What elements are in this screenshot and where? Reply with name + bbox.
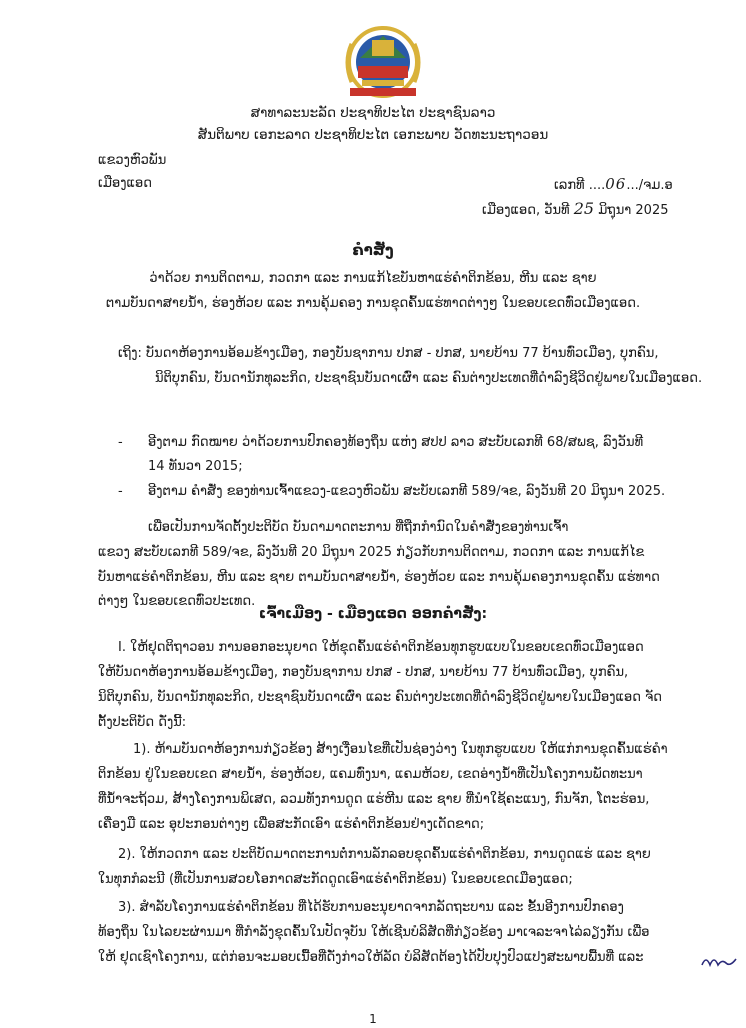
page-number: 1 (369, 1012, 377, 1026)
item1-line2: ຕິກຂ້ອນ ຢູ່ໃນຂອບເຂດ ສາຍນໍ້າ, ຮ່ອງຫ້ວຍ, ແຄມທົ່ງນາ, ແຄມຫ້ວຍ, ເຂດອ່າງນໍ້າທີ່ເປັນໂຄງການພັດທະນາ (98, 767, 643, 782)
preamble-line3: ບັນຫາແຮ່ຄໍາຕິກຂ້ອນ, ຫີນ ແລະ ຊາຍ ຕາມບັນດາສາຍນໍ້າ, ຮ່ອງຫ້ວຍ ແລະ ການຄຸ້ມຄອງການຂຸດຄົ້ນ ແຮ່ທາດ (98, 570, 660, 585)
item2-line1: 2). ໃຫ້ກວດກາ ແລະ ປະຕິບັດມາດຕະການຕໍ່ການລັກລອບຂຸດຄົ້ນແຮ່ຄໍາຕິກຂ້ອນ, ການດູດແຮ່ ແລະ ຊາຍ (118, 847, 651, 862)
preamble-line4: ຕ່າງໆ ໃນຂອບເຂດທົ່ວປະເທດ. (98, 594, 256, 609)
preamble-line1: ເພື່ອເປັນການຈັດຕັ້ງປະຕິບັດ ບັນດາມາດຕະການ ທີ່ຖືກກໍານົດໃນຄໍາສັ່ງຂອງທ່ານເຈົ້າ (148, 520, 569, 535)
item1-line4: ເຄື່ອງມື ແລະ ອຸປະກອນຕ່າງໆ ເພື່ອສະກັດເອົາ ແຮ່ຄໍາຕິກຂ້ອນຢ່າງເດັດຂາດ; (98, 817, 485, 832)
national-header-motto: ສັນຕິພາບ ເອກະລາດ ປະຊາທິປະໄຕ ເອກະພາບ ວັດທະນະຖາວອນ (197, 127, 549, 143)
reference-bullet: - (118, 484, 123, 499)
recipients-line1: ເຖິງ: ບັນດາຫ້ອງການອ້ອມຂ້າງເມືອງ, ກອງບັນຊາການ ປກສ - ປກສ, ນາຍບ້ານ 77 ບ້ານທົ່ວເມືອງ, ບຸກຄົນ, (118, 346, 659, 361)
order-heading: ເຈົ້າເມືອງ - ເມືອງແອດ ອອກຄໍາສັ່ງ: (258, 606, 488, 622)
document-number: ເລກທີ ....06.../ຈມ.ອ (554, 175, 673, 193)
article1-line4: ຕັ້ງປະຕິບັດ ດັ່ງນີ້: (98, 715, 187, 730)
article1-line2: ໃຫ້ບັນດາຫ້ອງການອ້ອມຂ້າງເມືອງ, ກອງບັນຊາການ ປກສ - ປກສ, ນາຍບ້ານ 77 ບ້ານທົ່ວເມືອງ, ບຸກຄົນ, (98, 665, 629, 680)
document-number-value: 06 (605, 175, 627, 193)
sender-district: ເມືອງແອດ (98, 176, 152, 191)
sender-province: ແຂວງຫົວພັນ (98, 153, 167, 168)
item3-line2: ທ້ອງຖິ່ນ ໃນໄລຍະຜ່ານມາ ທີ່ກໍາລັງຂຸດຄົ້ນໃນປັດຈຸບັນ ໃຫ້ເຊີນບໍລິສັດທີ່ກ່ຽວຂ້ອງ ມາເຈລະຈາໄລ່ລຽງກັນ ເພື່ອ (98, 925, 650, 940)
preamble-line2: ແຂວງ ສະບັບເລກທີ 589/ຈຂ, ລົງວັນທີ 20 ມິຖຸນາ 2025 ກ່ຽວກັບການຕິດຕາມ, ກວດກາ ແລະ ການແກ້ໄຂ (98, 545, 645, 560)
lao-national-emblem (330, 22, 436, 102)
document-date (482, 200, 668, 220)
item1-line3: ທີ່ນໍ້າຈະຖ້ວມ, ສ້າງໂຄງການພິເສດ, ລວມທັງການດູດ ແຮ່ຫີນ ແລະ ຊາຍ ທີ່ນໍາໃຊ້ຄະແນງ, ກົນຈັກ, ໂຕະຮ່ອນ, (98, 792, 650, 807)
reference-1-line2: 14 ທັນວາ 2015; (148, 459, 243, 474)
date-prefix: ເມືອງແອດ, ວັນທີ (482, 203, 570, 218)
article1-line1: I. ໃຫ້ຢຸດຕິຖາວອນ ການອອກອະນຸຍາດ ໃຫ້ຂຸດຄົ້ນແຮ່ຄໍາຕິກຂ້ອນທຸກຮູບແບບໃນຂອບເຂດທົ່ວເມືອງແອດ (118, 640, 644, 655)
reference-2-line1: ອີງຕາມ ຄໍາສັ່ງ ຂອງທ່ານເຈົ້າແຂວງ-ແຂວງຫົວພັນ ສະບັບເລກທີ 589/ຈຂ, ລົງວັນທີ 20 ມິຖຸນາ 2025. (148, 484, 666, 499)
item2-line2: ໃນທຸກກໍລະນີ (ທີ່ເປັນການສວຍໂອກາດສະກັດດູດເອົາແຮ່ຄໍາຕິກຂ້ອນ) ໃນຂອບເຂດເມືອງແອດ; (98, 872, 573, 887)
document-number-suffix: /ຈມ.ອ (638, 178, 673, 193)
document-title: ຄໍາສັ່ງ (352, 241, 394, 259)
item3-line3: ໃຫ້ ຢຸດເຊົາໂຄງການ, ແຕ່ກ່ອນຈະມອບເນື້ອທີ່ດັ່ງກ່າວໃຫ້ລັດ ບໍລິສັດຕ້ອງໄດ້ປັບປຸງປົວແປງສະພາບພື້ນທີ່ ແລະ (98, 950, 644, 965)
item1-line1: 1). ຫ້າມບັນດາຫ້ອງການກ່ຽວຂ້ອງ ສ້າງເງື່ອນໄຂທີ່ເປັນຊ່ອງວ່າງ ໃນທຸກຮູບແບບ ໃຫ້ແກ່ການຂຸດຄົ້ນແຮ່ຄໍາ (133, 742, 668, 757)
subject-line2: ຕາມບັນດາສາຍນໍ້າ, ຮ່ອງຫ້ວຍ ແລະ ການຄຸ້ມຄອງ ການຂຸດຄົ້ນແຮ່ທາດຕ່າງໆ ໃນຂອບເຂດທົ່ວເມືອງແອດ. (105, 296, 641, 311)
item3-line1: 3). ສໍາລັບໂຄງການແຮ່ຄໍາຕິກຂ້ອນ ທີ່ໄດ້ຮັບການອະນຸຍາດຈາກລັດຖະບານ ແລະ ຂັ້ນອີງການປົກຄອງ (118, 900, 624, 915)
document-number-prefix: ເລກທີ (554, 178, 585, 193)
national-header-line1: ສາທາລະນະລັດ ປະຊາທິປະໄຕ ປະຊາຊົນລາວ (250, 105, 496, 121)
date-month-year: ມິຖຸນາ 2025 (598, 203, 669, 218)
date-day: 25 (573, 199, 595, 218)
recipients-line2: ນິຕິບຸກຄົນ, ບັນດານັກທຸລະກິດ, ປະຊາຊົນບັນດາເຜົ່າ ແລະ ຄົນຕ່າງປະເທດທີ່ດໍາລົງຊີວິດຢູ່ພາຍໃນເມືອງແອດ. (155, 371, 703, 386)
handwritten-initial-mark (700, 951, 740, 973)
reference-bullet: - (118, 435, 123, 450)
article1-line3: ນິຕິບຸກຄົນ, ບັນດານັກທຸລະກິດ, ປະຊາຊົນບັນດາເຜົ່າ ແລະ ຄົນຕ່າງປະເທດທີ່ດໍາລົງຊີວິດຢູ່ພາຍໃນເມືອງແອດ ຈັດ (98, 690, 662, 705)
reference-1-line1: ອີງຕາມ ກົດໝາຍ ວ່າດ້ວຍການປົກຄອງທ້ອງຖິ່ນ ແຫ່ງ ສປປ ລາວ ສະບັບເລກທີ 68/ສພຊ, ລົງວັນທີ (148, 435, 644, 450)
subject-line1: ວ່າດ້ວຍ ການຕິດຕາມ, ກວດກາ ແລະ ການແກ້ໄຂບັນຫາແຮ່ຄໍາຕິກຂ້ອນ, ຫີນ ແລະ ຊາຍ (149, 271, 597, 286)
